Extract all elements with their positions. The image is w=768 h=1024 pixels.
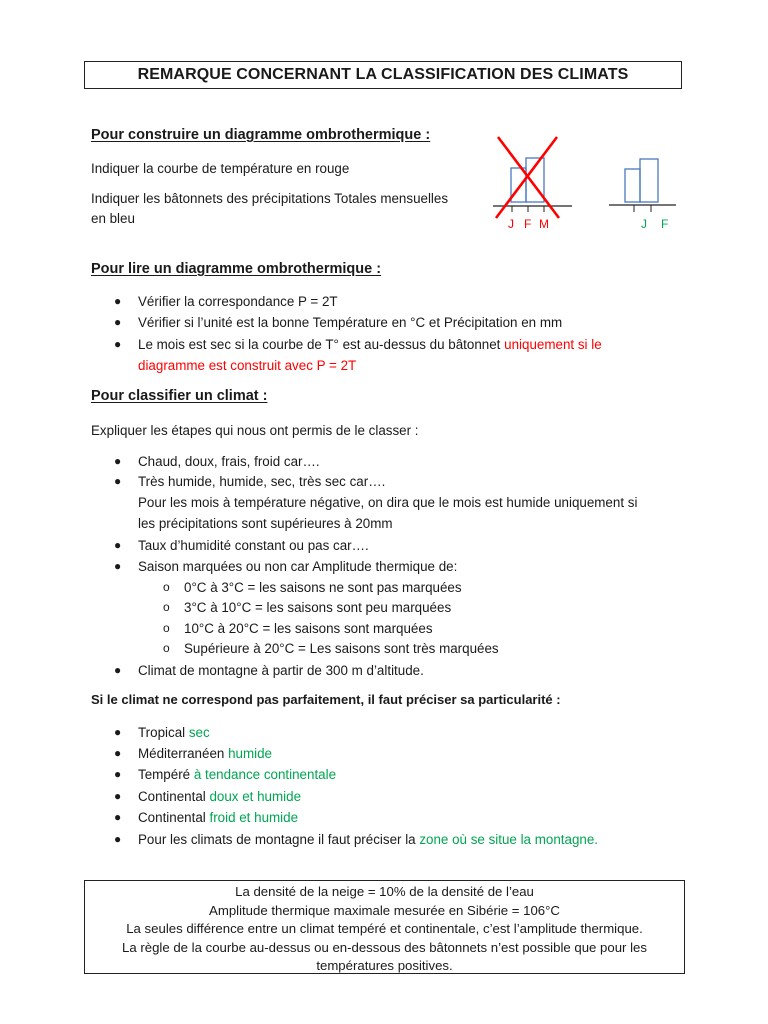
particularite-item-3: ● Tempéré à tendance continentale [114,767,337,782]
footer-note-box [84,880,685,974]
construire-line2a: Indiquer les bâtonnets des précipitations Totales mensuelles [91,191,449,206]
lire-item-3: ● Le mois est sec si la courbe de T° est au-dessus du bâtonnet uniquement si le [114,337,602,352]
particularite-heading: Si le climat ne correspond pas parfaitement, il faut préciser sa particularité : [91,692,561,707]
right-diagram [604,150,684,235]
footer-line-2: Amplitude thermique maximale mesurée en Sibérie = 106°C [209,902,560,918]
saison-sub-3: o 10°C à 20°C = les saisons sont marquées [163,621,433,636]
footer-line-4: La règle de la courbe au-dessus ou en-dessous des bâtonnets n’est possible que pour les [122,939,647,955]
wrong-month-f: F [524,217,532,231]
right-month-f: F [661,217,669,231]
footer-line-3: La seules différence entre un climat tempéré et continentale, c’est l’amplitude thermique. [126,921,643,936]
wrong-diagram [488,130,588,235]
particularite-item-6: ● Pour les climats de montagne il faut préciser la zone où se situe la montagne. [114,832,599,847]
lire-heading: Pour lire un diagramme ombrothermique : [91,261,382,277]
footer-line-5: températures positives. [316,958,453,973]
right-bar-f [640,159,658,202]
particularite-item-4: ● Continental doux et humide [114,789,302,804]
lire-item-2: ● Vérifier si l’unité est la bonne Température en °C et Précipitation en mm [114,315,563,330]
classifier-item-1: ● Chaud, doux, frais, froid car…. [114,454,320,469]
construire-line2b: en bleu [91,211,135,226]
particularite-item-5: ● Continental froid et humide [114,810,299,825]
lire-item-1: ● Vérifier la correspondance P = 2T [114,294,338,309]
classifier-item-5: ● Climat de montagne à partir de 300 m d’altitude. [114,663,424,678]
classifier-heading: Pour classifier un climat : [91,388,268,404]
right-bar-j [625,169,640,202]
particularite-item-2: ● Méditerranéen humide [114,746,272,761]
page-title: REMARQUE CONCERNANT LA CLASSIFICATION DES CLIMATS [84,61,682,89]
right-month-j: J [641,217,647,231]
humide-note-1: Pour les mois à température négative, on dira que le mois est humide uniquement si [138,495,638,510]
particularite-item-1: ● Tropical sec [114,725,210,740]
lire-item-3-cont: diagramme est construit avec P = 2T [138,358,357,373]
footer-line-1: La densité de la neige = 10% de la densité de l’eau [235,884,534,899]
wrong-month-m: M [539,217,549,231]
construire-heading: Pour construire un diagramme ombrothermique : [91,127,431,143]
construire-line1: Indiquer la courbe de température en rouge [91,161,350,176]
humide-note-2: les précipitations sont supérieures à 20mm [138,516,393,531]
classifier-intro: Expliquer les étapes qui nous ont permis de le classer : [91,423,419,438]
classifier-item-2: ● Très humide, humide, sec, très sec car…. [114,474,386,489]
classifier-item-4: ● Saison marquées ou non car Amplitude thermique de: [114,559,458,574]
saison-sub-4: o Supérieure à 20°C = Les saisons sont très marquées [163,641,499,656]
wrong-month-j: J [508,217,514,231]
saison-sub-2: o 3°C à 10°C = les saisons sont peu marquées [163,600,452,615]
classifier-item-3: ● Taux d’humidité constant ou pas car…. [114,538,369,553]
saison-sub-1: o 0°C à 3°C = les saisons ne sont pas marquées [163,580,462,595]
